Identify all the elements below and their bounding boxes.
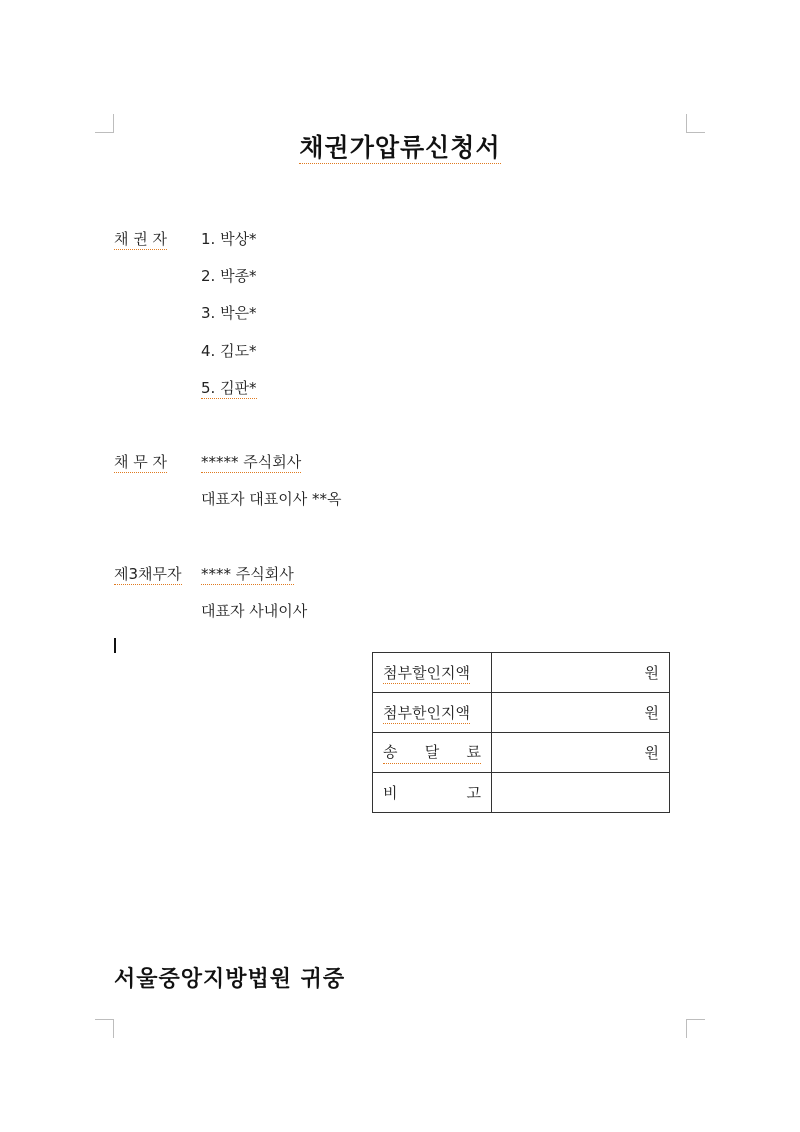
fee-value[interactable]: 원 xyxy=(492,693,670,733)
margin-mark-bottom-left xyxy=(95,1019,114,1038)
margin-mark-bottom-right xyxy=(686,1019,705,1038)
table-row xyxy=(373,653,670,693)
table-row xyxy=(373,733,670,773)
debtor-representative: 대표자 대표이사 **옥 xyxy=(201,490,342,508)
fee-value[interactable]: 원 xyxy=(492,653,670,693)
fee-label: 비 고 xyxy=(373,773,492,813)
creditor-2: 2. 박종* xyxy=(201,267,257,285)
third-debtor-label: 제3채무자 xyxy=(114,565,182,583)
third-debtor-representative: 대표자 사내이사 xyxy=(201,602,308,620)
fee-label: 첨부한인지액 xyxy=(373,693,492,733)
document-title: 채권가압류신청서 xyxy=(299,133,501,162)
fee-label: 첨부할인지액 xyxy=(373,653,492,693)
fee-value[interactable] xyxy=(492,773,670,813)
creditor-4: 4. 김도* xyxy=(201,342,257,360)
fee-label: 송 달 료 xyxy=(373,733,492,773)
creditor-label: 채 권 자 xyxy=(114,230,168,248)
fee-table xyxy=(372,652,670,813)
text-cursor[interactable] xyxy=(114,638,116,653)
creditor-3: 3. 박은* xyxy=(201,304,257,322)
creditor-5: 5. 김판* xyxy=(201,379,257,397)
third-debtor-name: **** 주식회사 xyxy=(201,565,294,583)
creditor-1: 1. 박상* xyxy=(201,230,257,248)
table-row xyxy=(373,693,670,733)
table-row xyxy=(373,773,670,813)
court-addressee: 서울중앙지방법원 귀중 xyxy=(114,966,346,992)
debtor-name: ***** 주식회사 xyxy=(201,453,302,471)
fee-value[interactable]: 원 xyxy=(492,733,670,773)
debtor-label: 채 무 자 xyxy=(114,453,168,471)
